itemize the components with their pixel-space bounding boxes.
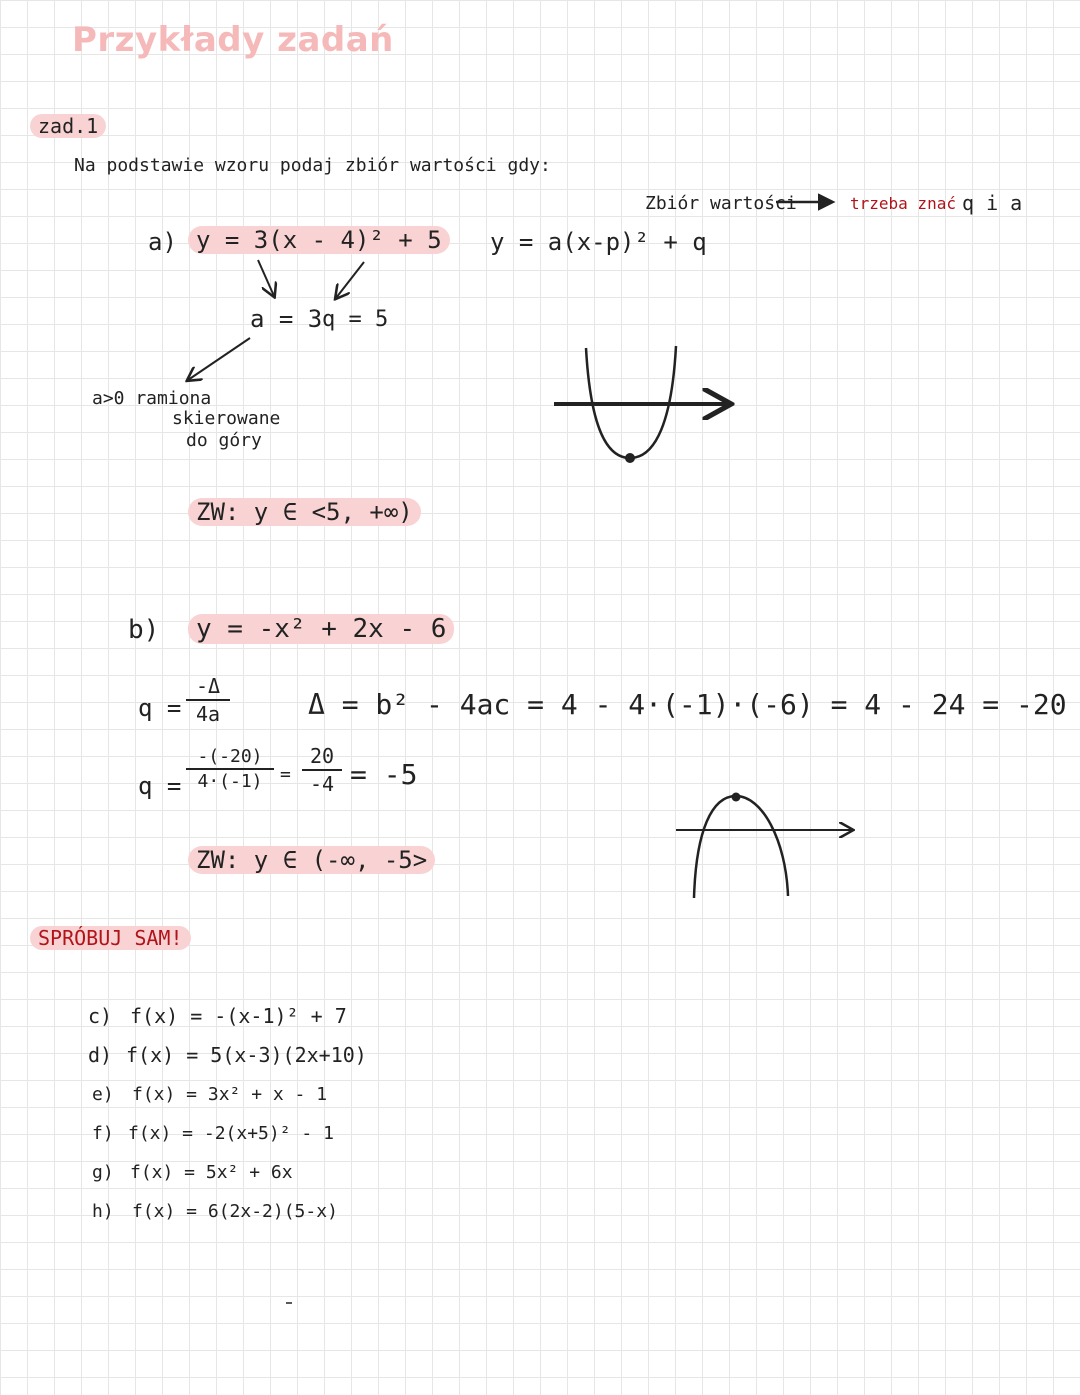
delta-calculation: Δ = b² - 4ac = 4 - 4·(-1)·(-6) = 4 - 24 = -20 — [308, 688, 1067, 721]
q-calc-num: -(-20) — [197, 746, 263, 767]
general-formula: y = a(x-p)² + q — [490, 228, 707, 256]
page-title: Przykłady zadań — [72, 20, 394, 60]
part-a-label: a) — [148, 228, 177, 256]
note-must-know: trzeba znać — [850, 194, 956, 213]
exercise-g-label: g) — [92, 1162, 114, 1183]
part-b-answer: ZW: y ∈ (-∞, -5> — [188, 846, 435, 874]
q-calc-den: 4·(-1) — [197, 771, 263, 792]
exercise-c-label: c) — [88, 1004, 113, 1028]
arrow-to-a — [258, 260, 274, 296]
arrow-to-condition — [188, 338, 250, 380]
part-a-condition-1: a>0 ramiona — [92, 388, 212, 409]
q-label-2: q = — [138, 772, 182, 800]
q-mid-num: 20 — [309, 744, 335, 768]
part-a-condition-2: skierowane — [172, 408, 281, 429]
q-formula-den: 4a — [195, 702, 221, 726]
note-value-set: Zbiór wartości — [645, 193, 797, 214]
part-b-equation: y = -x² + 2x - 6 — [188, 614, 454, 644]
task-label: zad.1 — [30, 114, 106, 138]
exercise-c: f(x) = -(x-1)² + 7 — [130, 1004, 347, 1028]
parabola-b-curve — [694, 796, 788, 898]
try-yourself-heading: SPRÓBUJ SAM! — [30, 926, 191, 950]
task-instruction: Na podstawie wzoru podaj zbiór wartości gdy: — [74, 155, 551, 176]
exercise-d-label: d) — [88, 1043, 113, 1067]
part-a-equation: y = 3(x - 4)² + 5 — [188, 226, 450, 254]
q-label: q = — [138, 694, 182, 722]
q-equals: = — [280, 764, 291, 785]
q-mid-den: -4 — [309, 772, 335, 796]
part-a-q-value: q = 5 — [322, 307, 389, 332]
part-a-a-value: a = 3 — [250, 305, 323, 333]
exercise-e-label: e) — [92, 1084, 114, 1105]
part-a-condition-3: do góry — [186, 430, 262, 451]
part-b-label: b) — [128, 615, 160, 645]
q-result: = -5 — [350, 758, 418, 791]
exercise-e: f(x) = 3x² + x - 1 — [132, 1084, 328, 1105]
exercise-h-label: h) — [92, 1201, 114, 1222]
exercise-d: f(x) = 5(x-3)(2x+10) — [126, 1043, 367, 1067]
arrow-to-q — [336, 262, 364, 298]
exercise-h: f(x) = 6(2x-2)(5-x) — [132, 1201, 338, 1222]
part-a-answer: ZW: y ∈ <5, +∞) — [188, 498, 421, 526]
q-formula-num: -Δ — [195, 674, 221, 698]
exercise-f: f(x) = -2(x+5)² - 1 — [128, 1123, 334, 1144]
parabola-b-vertex — [732, 793, 741, 802]
note-vars: q i a — [962, 191, 1023, 215]
exercise-f-label: f) — [92, 1123, 114, 1144]
exercise-g: f(x) = 5x² + 6x — [130, 1162, 293, 1183]
parabola-a-vertex — [625, 453, 635, 463]
